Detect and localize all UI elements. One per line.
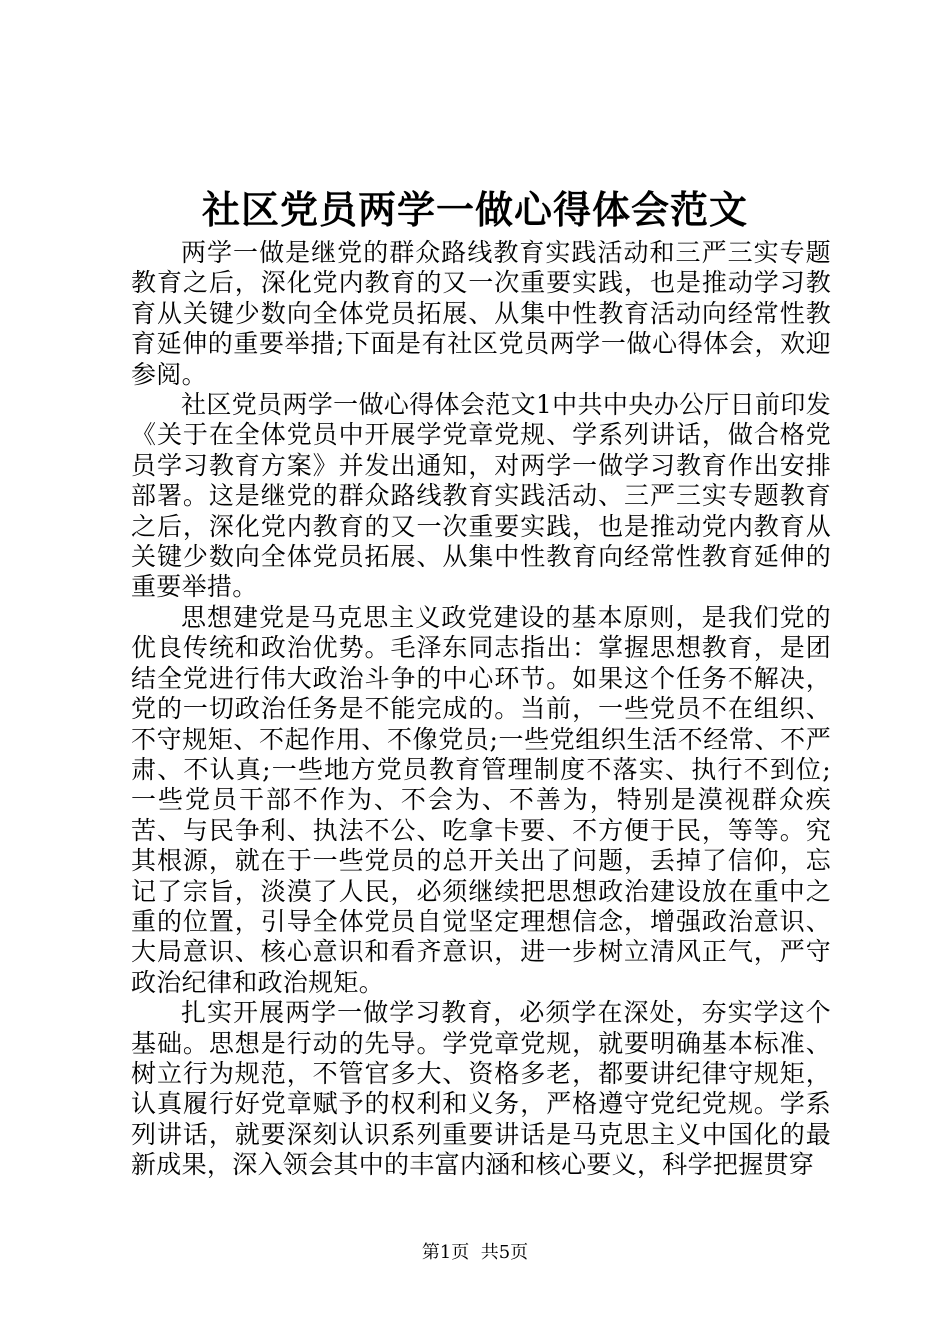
page-total: 共5页: [480, 1242, 529, 1263]
page-number: 第1页: [421, 1242, 470, 1263]
body-paragraph-4: 扎实开展两学一做学习教育，必须学在深处，夯实学这个基础。思想是行动的先导。学党章党规，就要明确基本标准、树立行为规范，不管官多大、资格多老，都要讲纪律守规矩，认真履行好党章赋予的权利和义务，严格遵守党纪党规。学系列讲话，就要深刻认识系列重要讲话是马克思主义中国化的最新成果，深入领会其中的丰富内涵和核心要义，科学把握贯穿: [131, 998, 831, 1180]
body-paragraph-1: 两学一做是继党的群众路线教育实践活动和三严三实专题教育之后，深化党内教育的又一次重要实践，也是推动学习教育从关键少数向全体党员拓展、从集中性教育活动向经常性教育延伸的重要举措;下面是有社区党员两学一做心得体会，欢迎参阅。: [131, 238, 831, 389]
page-footer: [0, 1241, 950, 1265]
document-body: [131, 238, 831, 1181]
document-title: 社区党员两学一做心得体会范文: [201, 187, 748, 232]
body-paragraph-2: 社区党员两学一做心得体会范文1中共中央办公厅日前印发《关于在全体党员中开展学党章党规、学系列讲话，做合格党员学习教育方案》并发出通知，对两学一做学习教育作出安排部署。这是继党的群众路线教育实践活动、三严三实专题教育之后，深化党内教育的又一次重要实践，也是推动党内教育从关键少数向全体党员拓展、从集中性教育向经常性教育延伸的重要举措。: [131, 390, 831, 602]
footer-separator: [469, 1242, 480, 1263]
body-paragraph-3: 思想建党是马克思主义政党建设的基本原则，是我们党的优良传统和政治优势。毛泽东同志指出：掌握思想教育，是团结全党进行伟大政治斗争的中心环节。如果这个任务不解决，党的一切政治任务是不能完成的。当前，一些党员不在组织、不守规矩、不起作用、不像党员;一些党组织生活不经常、不严肃、不认真;一些地方党员教育管理制度不落实、执行不到位;一些党员干部不作为、不会为、不善为，特别是漠视群众疾苦、与民争利、执法不公、吃拿卡要、不方便于民，等等。究其根源，就在于一些党员的总开关出了问题，丢掉了信仰，忘记了宗旨，淡漠了人民，必须继续把思想政治建设放在重中之重的位置，引导全体党员自觉坚定理想信念，增强政治意识、大局意识、核心意识和看齐意识，进一步树立清风正气，严守政治纪律和政治规矩。: [131, 602, 831, 997]
